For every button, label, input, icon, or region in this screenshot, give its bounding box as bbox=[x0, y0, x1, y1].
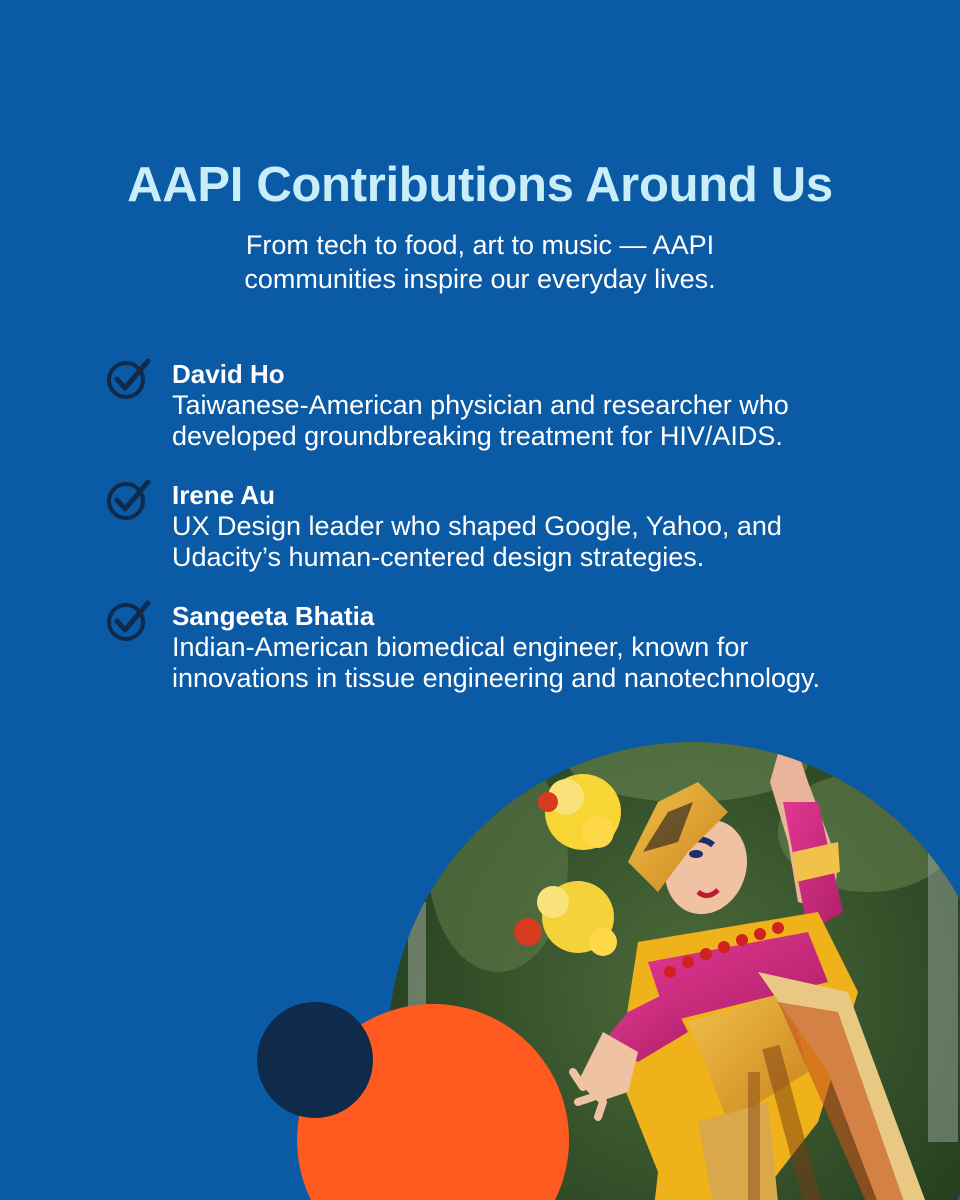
contributor-description: Taiwanese-American physician and researcher who developed groundbreaking treatment for HIV/AIDS. bbox=[172, 390, 789, 451]
contributor-name: David Ho bbox=[172, 359, 285, 389]
list-item bbox=[106, 600, 886, 694]
list-item bbox=[106, 479, 886, 573]
page-title: AAPI Contributions Around Us bbox=[127, 158, 833, 212]
contributor-description: UX Design leader who shaped Google, Yahoo, and Udacity’s human-centered design strategies. bbox=[172, 511, 782, 572]
contributor-list bbox=[106, 358, 886, 721]
check-circle-icon bbox=[106, 600, 152, 642]
page-subtitle: From tech to food, art to music — AAPI communities inspire our everyday lives. bbox=[244, 230, 716, 294]
list-item bbox=[106, 358, 886, 452]
navy-circle-decoration bbox=[257, 1002, 373, 1118]
contributor-name: Irene Au bbox=[172, 480, 276, 510]
contributor-description: Indian-American biomedical engineer, known for innovations in tissue engineering and nanotechnology. bbox=[172, 632, 820, 693]
contributor-name: Sangeeta Bhatia bbox=[172, 601, 375, 631]
check-circle-icon bbox=[106, 358, 152, 400]
check-circle-icon bbox=[106, 479, 152, 521]
